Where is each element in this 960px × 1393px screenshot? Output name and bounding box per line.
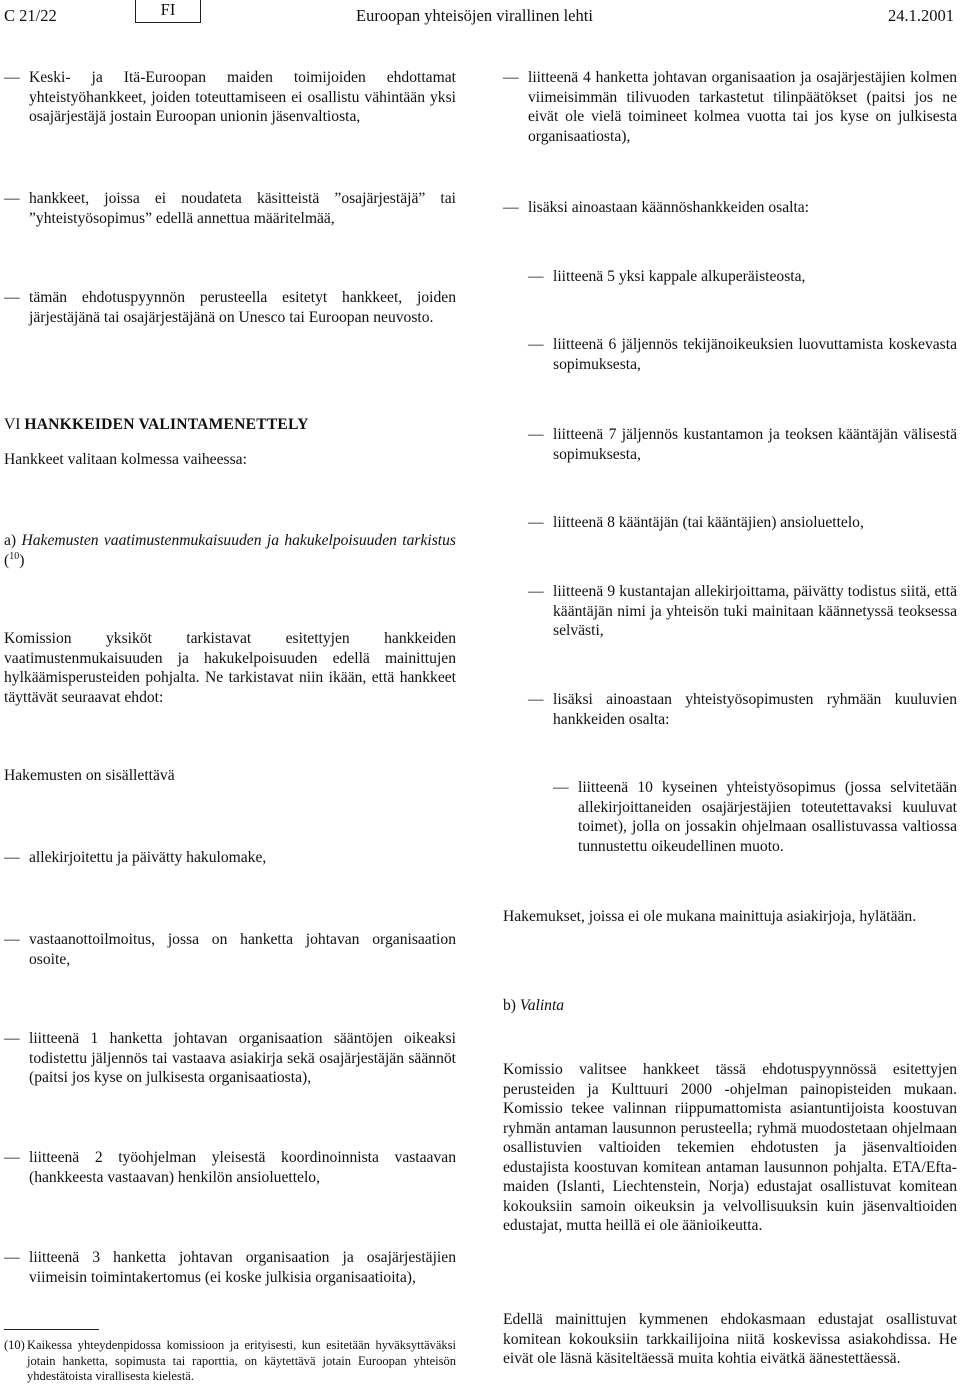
list-item-text: tämän ehdotuspyynnön perusteella esitetyt hankkeet, joiden järjestäjänä tai osajärjestäjänä on Unesco tai Euroopan neuvosto. bbox=[29, 289, 456, 326]
language-badge: FI bbox=[135, 0, 201, 23]
section-number: VI bbox=[4, 416, 21, 433]
list-item bbox=[503, 68, 957, 146]
subsection-b-heading bbox=[503, 996, 957, 1016]
dash-bullet bbox=[4, 930, 24, 950]
list-item-text: liitteenä 7 jäljennös kustantamon ja teoksen kääntäjän välisestä sopimuksesta, bbox=[553, 426, 957, 463]
list-item-text: allekirjoitettu ja päivätty hakulomake, bbox=[29, 849, 267, 866]
paragraph: Hakemukset, joissa ei ole mukana mainittuja asiakirjoja, hylätään. bbox=[503, 908, 917, 925]
list-item bbox=[528, 690, 957, 729]
section-intro: Hankkeet valitaan kolmessa vaiheessa: bbox=[4, 451, 247, 468]
dash-bullet bbox=[553, 778, 573, 798]
list-item bbox=[4, 189, 456, 228]
dash-bullet bbox=[528, 425, 548, 445]
paragraph: Komission yksiköt tarkistavat esitettyjen hankkeiden vaatimustenmukaisuuden ja hakukelpoisuuden edellä mainittujen hylkäämisperusteiden pohjalta. Ne tarkistavat niin ikään, että hankkeet täyttävät seuraavat ehdot: bbox=[4, 630, 456, 706]
dash-bullet bbox=[528, 267, 548, 287]
list-item bbox=[528, 425, 957, 464]
footnote-divider bbox=[4, 1329, 99, 1330]
dash-bullet bbox=[4, 68, 24, 88]
list-item-text: liitteenä 3 hanketta johtavan organisaation ja osajärjestäjien viimeisin toimintakertomus (ei koske julkisia organisaatioita), bbox=[29, 1249, 456, 1286]
list-item bbox=[503, 198, 957, 218]
list-item-text: vastaanottoilmoitus, jossa on hanketta johtavan organisaation osoite, bbox=[29, 931, 456, 968]
subsection-label: b) bbox=[503, 997, 516, 1014]
list-item-text: liitteenä 2 työohjelman yleisestä koordinoinnista vastaavan (hankkeesta vastaavan) henkilön ansioluettelo, bbox=[29, 1149, 456, 1186]
dash-bullet bbox=[528, 582, 548, 602]
list-item bbox=[4, 1248, 456, 1287]
dash-bullet bbox=[4, 1148, 24, 1168]
list-item bbox=[528, 582, 957, 641]
list-item-text: lisäksi ainoastaan yhteistyösopimusten ryhmään kuuluvien hankkeiden osalta: bbox=[553, 691, 957, 728]
list-item-text: liitteenä 4 hanketta johtavan organisaation ja osajärjestäjien kolmen viimeisimmän tilivuoden tarkastetut tilinpäätökset (paitsi jos ne eivät ole vielä toimineet kolmea vuotta tai jos kyse on julkisesta organisaatiosta), bbox=[528, 69, 957, 145]
footnote-text: Kaikessa yhteydenpidossa komissioon ja erityisesti, kun esitetään hyväksyttäväksi jotain hanketta, sopimusta tai raporttia, on käytettävä jotain Euroopan yhteisön yhdestätoista virallisesta kielestä. bbox=[27, 1338, 456, 1383]
page-header bbox=[0, 0, 960, 30]
dash-bullet bbox=[4, 848, 24, 868]
paragraph: Komissio valitsee hankkeet tässä ehdotuspyynnössä esitettyjen perusteiden ja Kulttuuri 2000 -ohjelman painopisteiden mukaan. Komissio tekee valinnan riippumattomista asiantuntijoista koostuvan ryhmän antaman lausunnon perusteella; ryhmä muodostetaan ohjelmaan osallistuvien valtioiden tekemien ehdotusten ja jäsenvaltioiden edustajista koostuvan komitean antaman lausunnon pohjalta. ETA/Efta-maiden (Islanti, Liechtenstein, Norja) edustajat osallistuvat komitean kokouksiin samoin oikeuksin ja velvollisuuksin kuin jäsenvaltioiden edustajat, mutta heillä ei ole äänioikeutta. bbox=[503, 1061, 957, 1234]
dash-bullet bbox=[4, 189, 24, 209]
list-item bbox=[528, 335, 957, 374]
dash-bullet bbox=[528, 690, 548, 710]
section-title: HANKKEIDEN VALINTAMENETTELY bbox=[24, 416, 309, 433]
paragraph: Hakemusten on sisällettävä bbox=[4, 767, 175, 784]
list-item-text: liitteenä 1 hanketta johtavan organisaation sääntöjen oikeaksi todistettu jäljennös tai vastaava asiakirja sekä osajärjestäjän säännöt (paitsi jos kyse on julkisesta organisaatiosta), bbox=[29, 1030, 456, 1086]
issue-date: 24.1.2001 bbox=[888, 6, 954, 25]
list-item bbox=[4, 288, 456, 327]
list-item-text: liitteenä 5 yksi kappale alkuperäisteosta, bbox=[553, 268, 806, 285]
footnote-reference: 10 bbox=[9, 550, 20, 562]
dash-bullet bbox=[4, 288, 24, 308]
dash-bullet bbox=[503, 68, 523, 88]
list-item-text: liitteenä 8 kääntäjän (tai kääntäjien) ansioluettelo, bbox=[553, 514, 864, 531]
list-item bbox=[4, 68, 456, 127]
list-item-text: hankkeet, joissa ei noudateta käsitteistä ”osajärjestäjä” tai ”yhteistyösopimus” edellä annettua määritelmää, bbox=[29, 190, 456, 227]
footnote-mark: (10) bbox=[4, 1338, 25, 1352]
list-item bbox=[528, 267, 957, 287]
paragraph: Edellä mainittujen kymmenen ehdokasmaan edustajat osallistuvat komitean kokouksiin tarkkailijoina niitä koskevissa asiakohdissa. He eivät ole läsnä käsiteltäessä muita kohtia eivätkä äänestettäessä. bbox=[503, 1311, 957, 1367]
list-item bbox=[553, 778, 957, 856]
list-item-text: liitteenä 6 jäljennös tekijänoikeuksien luovuttamista koskevasta sopimuksesta, bbox=[553, 336, 957, 373]
section-heading bbox=[4, 415, 456, 435]
list-item bbox=[4, 930, 456, 969]
dash-bullet bbox=[4, 1029, 24, 1049]
list-item bbox=[4, 1148, 456, 1187]
dash-bullet bbox=[4, 1248, 24, 1268]
list-item bbox=[4, 848, 456, 868]
list-item bbox=[4, 1029, 456, 1088]
list-item-text: liitteenä 10 kyseinen yhteistyösopimus (jossa selvitetään allekirjoittaneiden osajärjestäjien toteutettavaksi kuuluvat toimet), jolla on jossakin ohjelmaan osallistuvassa valtiossa tunnustettu oikeudellinen muoto. bbox=[578, 779, 957, 855]
subsection-title: Hakemusten vaatimustenmukaisuuden ja hakukelpoisuuden tarkistus bbox=[21, 532, 456, 549]
dash-bullet bbox=[528, 335, 548, 355]
footnote bbox=[4, 1338, 456, 1385]
subsection-label: a) bbox=[4, 532, 17, 549]
subsection-a-heading: a) Hakemusten vaatimustenmukaisuuden ja hakukelpoisuuden tarkistus ($^{10}$) bbox=[4, 532, 456, 569]
dash-bullet bbox=[503, 198, 523, 218]
dash-bullet bbox=[528, 513, 548, 533]
list-item-text: liitteenä 9 kustantajan allekirjoittama, päivätty todistus siitä, että kääntäjän nimi ja yhteisön tuki mainitaan käännetyssä teoksessa selvästi, bbox=[553, 583, 957, 639]
list-item-text: Keski- ja Itä-Euroopan maiden toimijoiden ehdottamat yhteistyöhankkeet, joiden toteuttamiseen ei osallistu vähintään yksi osajärjestäjä jostain Euroopan unionin jäsenvaltiosta, bbox=[29, 69, 456, 125]
subsection-title: Valinta bbox=[519, 997, 565, 1014]
page-reference: C 21/22 bbox=[4, 6, 57, 25]
journal-title: Euroopan yhteisöjen virallinen lehti bbox=[356, 6, 593, 25]
list-item bbox=[528, 513, 957, 533]
list-item-text: lisäksi ainoastaan käännöshankkeiden osalta: bbox=[528, 199, 810, 216]
